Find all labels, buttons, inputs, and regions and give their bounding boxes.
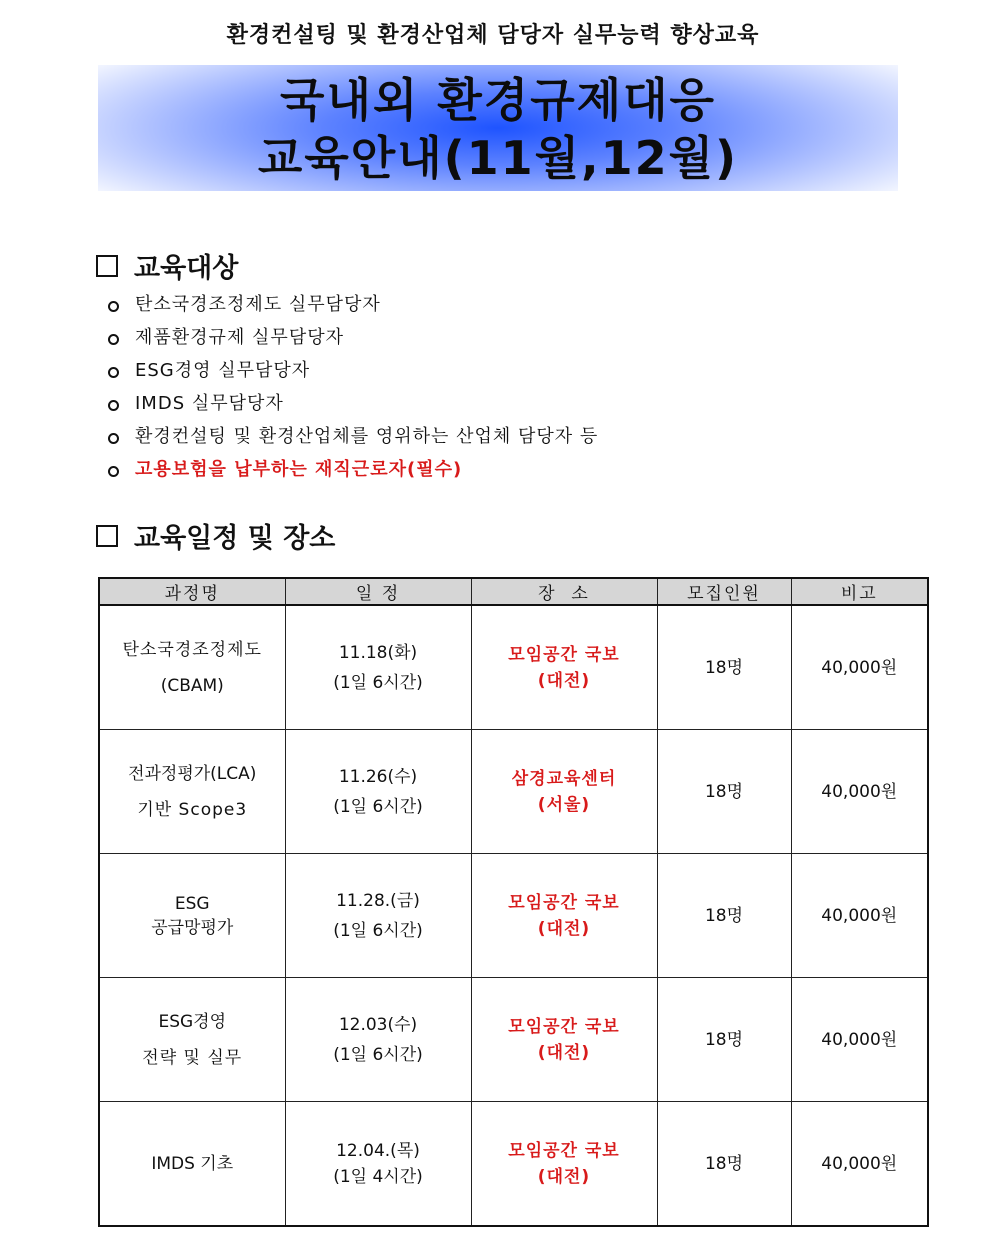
- course-subname: (CBAM): [160, 675, 224, 696]
- hours-text: (1일 6시간): [333, 796, 423, 817]
- schedule-table: [98, 577, 929, 1227]
- course-cell: [99, 730, 285, 854]
- column-header-course: 과정명: [99, 578, 285, 605]
- location-cell: [471, 854, 657, 978]
- title-banner: [98, 65, 898, 191]
- circle-bullet-icon: [108, 367, 119, 378]
- list-item: [106, 292, 598, 325]
- fee-cell: 40,000원: [791, 605, 928, 730]
- location-city: (대전): [537, 1166, 591, 1187]
- course-subname: 공급망평가: [151, 917, 234, 938]
- table-row: [99, 605, 928, 730]
- capacity-cell: 18명: [657, 854, 791, 978]
- course-subname: 전략 및 실무: [142, 1047, 243, 1068]
- course-cell: [99, 1102, 285, 1227]
- capacity-cell: 18명: [657, 730, 791, 854]
- section-heading-schedule: [96, 516, 335, 555]
- location-name: 모임공간 국보: [508, 644, 620, 665]
- section-heading-label: 교육일정 및 장소: [134, 523, 336, 554]
- location-city: (대전): [537, 918, 591, 939]
- course-cell: [99, 978, 285, 1102]
- capacity-cell: 18명: [657, 978, 791, 1102]
- circle-bullet-icon: [108, 400, 119, 411]
- list-item: [106, 325, 598, 358]
- title-line-2: 교육안내(11월,12월): [257, 131, 739, 185]
- column-header-note: 비고: [791, 578, 928, 605]
- location-cell: [471, 978, 657, 1102]
- table-row: [99, 854, 928, 978]
- date-cell: [285, 1102, 471, 1227]
- circle-bullet-icon: [108, 433, 119, 444]
- course-subname: 기반 Scope3: [137, 799, 248, 820]
- list-item-text: 환경컨설팅 및 환경산업체를 영위하는 산업체 담당자 등: [135, 426, 599, 447]
- location-city: (서울): [537, 794, 591, 815]
- document-subtitle: 환경컨설팅 및 환경산업체 담당자 실무능력 향상교육: [226, 23, 760, 48]
- fee-cell: 40,000원: [791, 978, 928, 1102]
- table-row: [99, 1102, 928, 1227]
- target-list: [106, 292, 598, 490]
- date-cell: [285, 605, 471, 730]
- list-item-text: 제품환경규제 실무담당자: [135, 327, 344, 348]
- course-cell: [99, 605, 285, 730]
- table-row: [99, 978, 928, 1102]
- course-name: 전과정평가(LCA): [128, 763, 257, 784]
- checkbox-square-icon: [96, 255, 118, 277]
- list-item: [106, 424, 598, 457]
- fee-cell: 40,000원: [791, 854, 928, 978]
- hours-text: (1일 6시간): [333, 920, 423, 941]
- title-line-1: 국내외 환경규제대응: [280, 73, 716, 127]
- date-text: 12.03(수): [338, 1014, 418, 1035]
- list-item-text: 탄소국경조정제도 실무담당자: [135, 294, 381, 315]
- location-name: 모임공간 국보: [508, 1016, 620, 1037]
- column-header-location: 장 소: [471, 578, 657, 605]
- column-header-date: 일 정: [285, 578, 471, 605]
- fee-cell: 40,000원: [791, 730, 928, 854]
- capacity-cell: 18명: [657, 605, 791, 730]
- location-city: (대전): [537, 670, 591, 691]
- circle-bullet-icon: [108, 301, 119, 312]
- date-cell: [285, 854, 471, 978]
- location-cell: [471, 605, 657, 730]
- hours-text: (1일 4시간): [333, 1166, 423, 1187]
- hours-text: (1일 6시간): [333, 672, 423, 693]
- list-item-text: IMDS 실무담당자: [135, 393, 284, 414]
- fee-cell: 40,000원: [791, 1102, 928, 1227]
- date-text: 12.04.(목): [336, 1140, 420, 1161]
- section-heading-targets: [96, 246, 238, 285]
- location-cell: [471, 730, 657, 854]
- course-name: IMDS 기초: [151, 1153, 234, 1174]
- list-item-required: [106, 457, 598, 490]
- date-text: 11.26(수): [338, 766, 418, 787]
- list-item: [106, 358, 598, 391]
- location-cell: [471, 1102, 657, 1227]
- date-cell: [285, 730, 471, 854]
- location-name: 모임공간 국보: [508, 892, 620, 913]
- course-name: 탄소국경조정제도: [122, 639, 262, 660]
- table-row: [99, 730, 928, 854]
- list-item: [106, 391, 598, 424]
- capacity-cell: 18명: [657, 1102, 791, 1227]
- course-name: ESG경영: [158, 1011, 227, 1032]
- date-text: 11.28.(금): [336, 890, 420, 911]
- location-name: 모임공간 국보: [508, 1140, 620, 1161]
- location-city: (대전): [537, 1042, 591, 1063]
- date-cell: [285, 978, 471, 1102]
- section-heading-label: 교육대상: [134, 253, 239, 284]
- column-header-capacity: 모집인원: [657, 578, 791, 605]
- circle-bullet-icon: [108, 466, 119, 477]
- list-item-text: ESG경영 실무담당자: [135, 360, 311, 381]
- date-text: 11.18(화): [338, 642, 418, 663]
- course-cell: [99, 854, 285, 978]
- circle-bullet-icon: [108, 334, 119, 345]
- hours-text: (1일 6시간): [333, 1044, 423, 1065]
- list-item-text: 고용보험을 납부하는 재직근로자(필수): [135, 459, 463, 480]
- table-header-row: [99, 578, 928, 605]
- location-name: 삼경교육센터: [511, 768, 617, 789]
- checkbox-square-icon: [96, 525, 118, 547]
- course-name: ESG: [174, 893, 210, 914]
